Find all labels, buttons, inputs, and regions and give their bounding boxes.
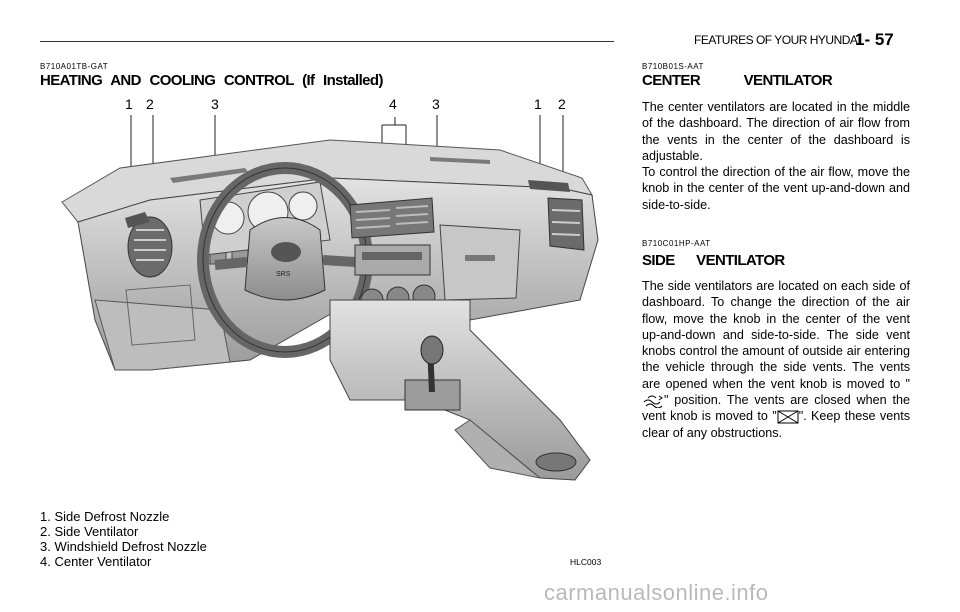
legend-list [40,509,207,569]
vent-closed-icon [777,410,799,424]
legend-item: 2. Side Ventilator [40,524,139,539]
side-vent-text [642,278,910,441]
svg-text:SRS: SRS [276,271,291,278]
section-code: B710A01TB-GAT [40,62,109,71]
page-number: 1- 57 [855,30,894,49]
dashboard-illustration [40,110,620,510]
legend-item: 3. Windshield Defrost Nozzle [40,539,207,554]
callout-1-right: 1 [534,96,542,112]
callout-3-left: 3 [211,96,219,112]
legend-item: 1. Side Defrost Nozzle [40,509,170,524]
callout-3-right: 3 [432,96,440,112]
callout-2-left: 2 [146,96,154,112]
center-vent-text: The center ventilators are located in the middle of the dashboard. The direction of air flow from the vents in the center of the dashboard is adjustable. [642,100,910,163]
callout-1-left: 1 [125,96,133,112]
side-vent-code: B710C01HP-AAT [642,239,711,248]
side-vent-text-a: The side ventilators are located on each side of dashboard. To change the direction of the air flow, move the knob in the center of the vent up-and-down and side-to-side. The side vent knobs control the amount of outside air entering the vehicle through the side vents. The vents are opened when the vent knob is moved to " [642,279,910,391]
center-vent-title: CENTER VENTILATOR [642,72,833,89]
center-vent-text-2: To control the direction of the air flow, move the knob in the center of the vent up-and-down and side-to-side. [642,165,910,212]
callout-2-right: 2 [558,96,566,112]
watermark: carmanualsonline.info [544,580,769,605]
side-vent-text-b: " position. The vents are closed when the vent knob is moved to " [642,393,910,424]
header-rule [40,41,614,42]
center-vent-code: B710B01S-AAT [642,62,704,71]
callout-4: 4 [389,96,397,112]
legend-item: 4. Center Ventilator [40,554,152,569]
header-title: FEATURES OF YOUR HYUNDAI [694,33,861,47]
figure-code: HLC003 [570,557,602,567]
side-vent-title: SIDE VENTILATOR [642,252,785,269]
side-vent-text-c: ". Keep these vents clear of any obstructions. [642,409,910,440]
section-title: HEATING AND COOLING CONTROL (If Installed) [40,72,383,89]
vent-open-icon [642,394,664,408]
